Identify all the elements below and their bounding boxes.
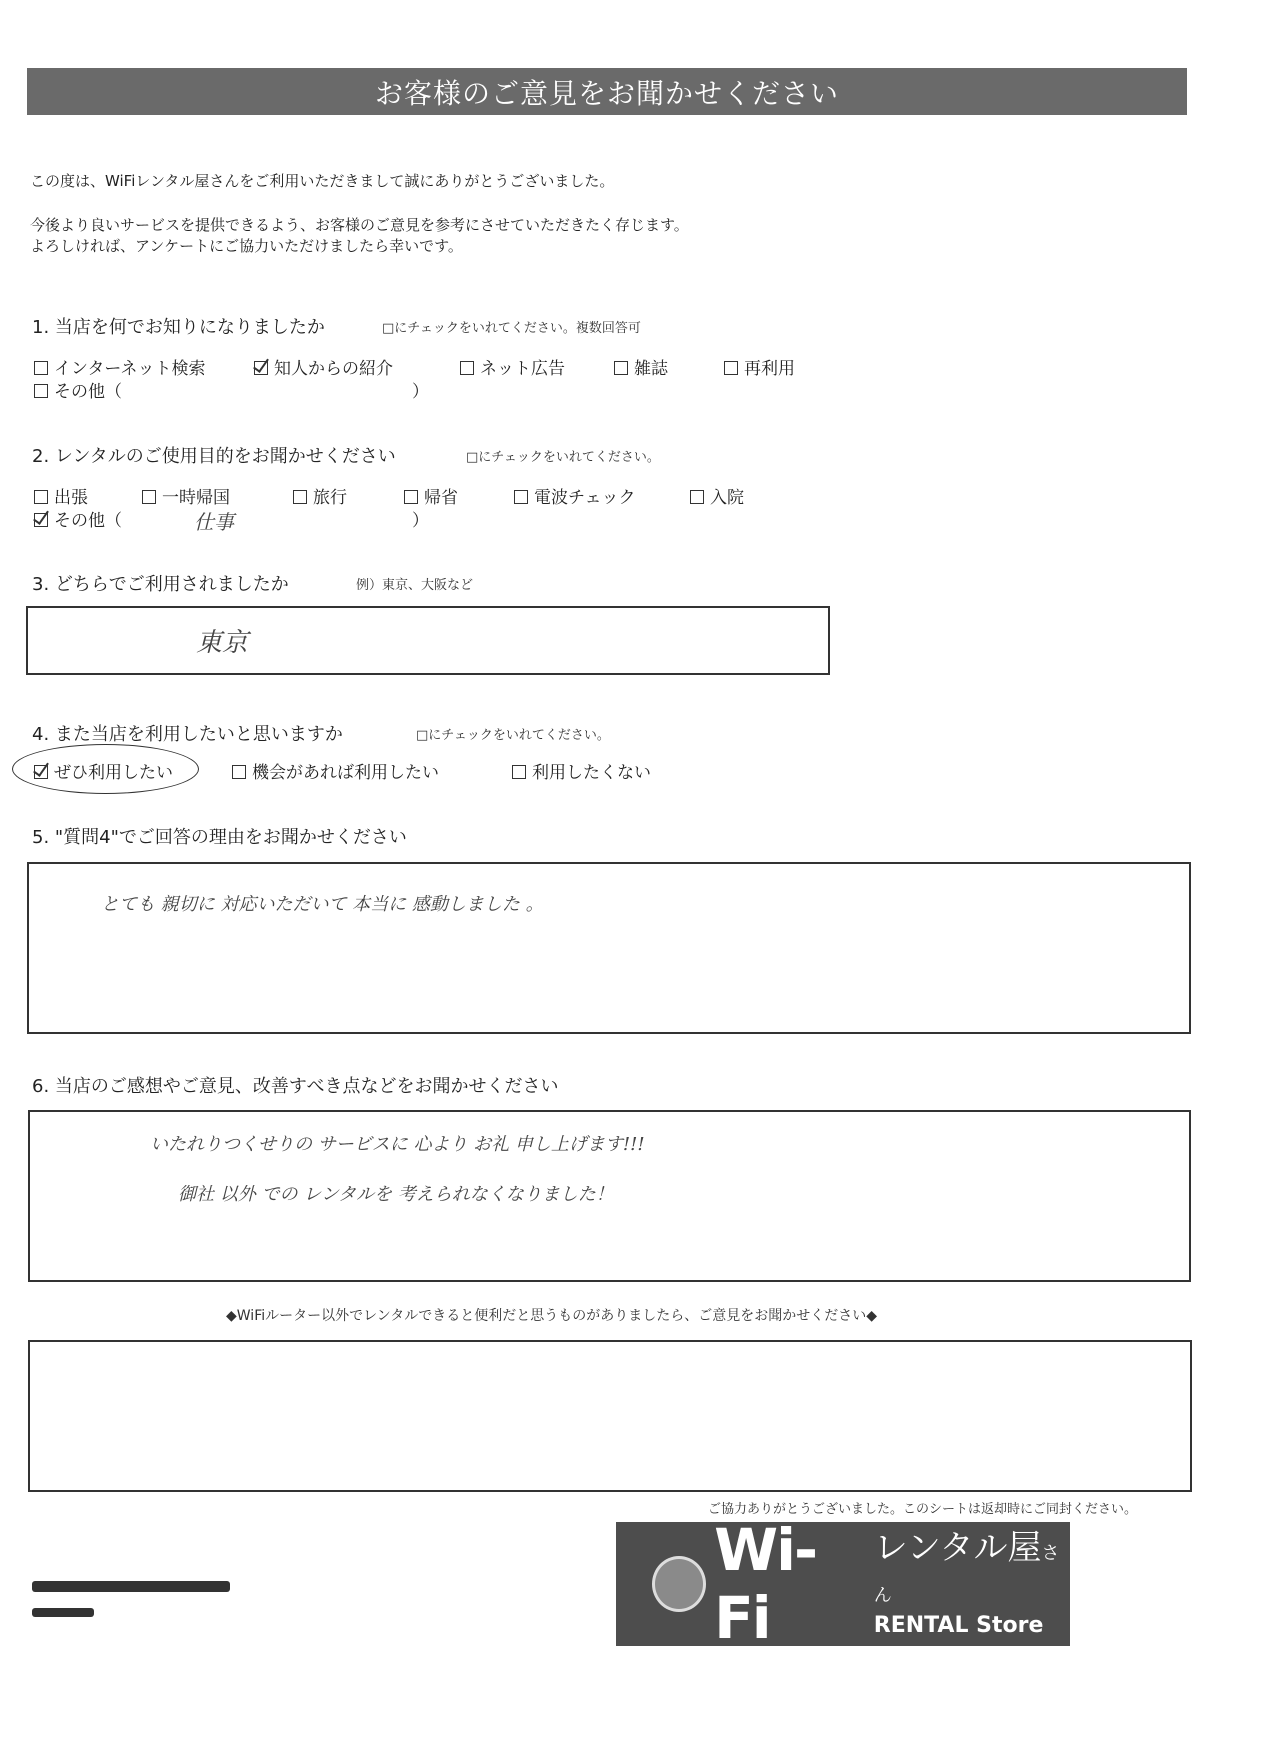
- checkbox-icon[interactable]: [460, 361, 474, 375]
- intro-text-2: 今後より良いサービスを提供できるよう、お客様のご意見を参考にさせていただきたく存じます。: [30, 216, 689, 234]
- company-logo: [616, 1516, 1070, 1652]
- q2-option-temporary-return[interactable]: 一時帰国: [142, 483, 230, 508]
- q2-label: 2. レンタルのご使用目的をお聞かせください: [32, 446, 396, 467]
- redacted-text: [32, 1608, 94, 1617]
- q2-other-answer[interactable]: 仕事: [194, 510, 234, 534]
- q3-answer-box[interactable]: [26, 606, 830, 675]
- checkbox-checked-icon[interactable]: [34, 765, 48, 779]
- q2-hint: □にチェックをいれてください。: [466, 450, 660, 465]
- q6-answer-box[interactable]: [28, 1110, 1191, 1282]
- q5-label: 5. "質問4"でご回答の理由をお聞かせください: [32, 827, 407, 848]
- checkbox-icon[interactable]: [514, 490, 528, 504]
- checkbox-icon[interactable]: [512, 765, 526, 779]
- q1-label: 1. 当店を何でお知りになりましたか: [32, 317, 325, 338]
- q4-label: 4. また当店を利用したいと思いますか: [32, 724, 343, 745]
- checkbox-checked-icon[interactable]: [34, 513, 48, 527]
- form-title: お客様のご意見をお聞かせください: [27, 68, 1187, 115]
- extra-question-label: ◆WiFiルーター以外でレンタルできると便利だと思うものがありましたら、ご意見をお聞かせください◆: [226, 1308, 877, 1324]
- q1-option-other[interactable]: その他（: [34, 377, 122, 402]
- intro-text-3: よろしければ、アンケートにご協力いただけましたら幸いです。: [30, 237, 463, 255]
- checkbox-icon[interactable]: [724, 361, 738, 375]
- q2-other-close: ）: [412, 511, 429, 531]
- q1-option-reuse[interactable]: 再利用: [724, 354, 795, 379]
- logo-wifi-text: Wi-Fi: [714, 1516, 817, 1652]
- q2-option-hospital[interactable]: 入院: [690, 483, 744, 508]
- logo-jp-text: レンタル屋: [873, 1528, 1042, 1568]
- q2-option-business-trip[interactable]: 出張: [34, 483, 88, 508]
- q2-option-signal-check[interactable]: 電波チェック: [514, 483, 636, 508]
- q1-option-net-ad[interactable]: ネット広告: [460, 354, 565, 379]
- checkbox-icon[interactable]: [614, 361, 628, 375]
- q1-option-referral[interactable]: 知人からの紹介: [254, 354, 393, 379]
- q3-label: 3. どちらでご利用されましたか: [32, 574, 289, 595]
- checkbox-icon[interactable]: [34, 384, 48, 398]
- q1-option-magazine[interactable]: 雑誌: [614, 354, 668, 379]
- q1-option-internet-search[interactable]: インターネット検索: [34, 354, 205, 379]
- q4-option-no[interactable]: 利用したくない: [512, 758, 651, 783]
- checkbox-icon[interactable]: [690, 490, 704, 504]
- checkbox-icon[interactable]: [232, 765, 246, 779]
- logo-jp-small-text: さん: [873, 1543, 1060, 1606]
- q1-hint: □にチェックをいれてください。複数回答可: [382, 321, 641, 336]
- q2-option-other[interactable]: その他（: [34, 506, 122, 531]
- checkbox-icon[interactable]: [142, 490, 156, 504]
- q1-other-close: ）: [412, 382, 429, 402]
- q4-option-if-chance[interactable]: 機会があれば利用したい: [232, 758, 439, 783]
- checkbox-icon[interactable]: [34, 490, 48, 504]
- checkbox-icon[interactable]: [293, 490, 307, 504]
- q6-answer-line1: いたれりつくせりの サービスに 心より お礼 申し上げます!!!: [150, 1134, 645, 1155]
- mascot-icon: [652, 1556, 706, 1612]
- intro-text-1: この度は、WiFiレンタル屋さんをご利用いただきまして誠にありがとうございました。: [30, 172, 615, 190]
- checkbox-icon[interactable]: [404, 490, 418, 504]
- extra-answer-box[interactable]: [28, 1340, 1192, 1492]
- q2-option-homecoming[interactable]: 帰省: [404, 483, 458, 508]
- q3-hint: 例）東京、大阪など: [356, 578, 474, 593]
- footer-thanks: ご協力ありがとうございました。このシートは返却時にご同封ください。: [708, 1502, 1138, 1517]
- q6-label: 6. 当店のご感想やご意見、改善すべき点などをお聞かせください: [32, 1076, 559, 1097]
- logo-en-text: RENTAL Store: [873, 1613, 1044, 1638]
- checkbox-checked-icon[interactable]: [254, 361, 268, 375]
- q2-option-travel[interactable]: 旅行: [293, 483, 347, 508]
- checkbox-icon[interactable]: [34, 361, 48, 375]
- q4-hint: □にチェックをいれてください。: [416, 728, 610, 743]
- q6-answer-line2: 御社 以外 での レンタルを 考えられなくなりました！: [178, 1184, 614, 1205]
- q5-answer-box[interactable]: [27, 862, 1191, 1034]
- q3-answer: 東京: [196, 628, 249, 658]
- q5-answer: とても 親切に 対応いただいて 本当に 感動しました 。: [101, 894, 544, 915]
- q4-option-definitely[interactable]: ぜひ利用したい: [34, 758, 173, 783]
- redacted-text: [32, 1581, 230, 1592]
